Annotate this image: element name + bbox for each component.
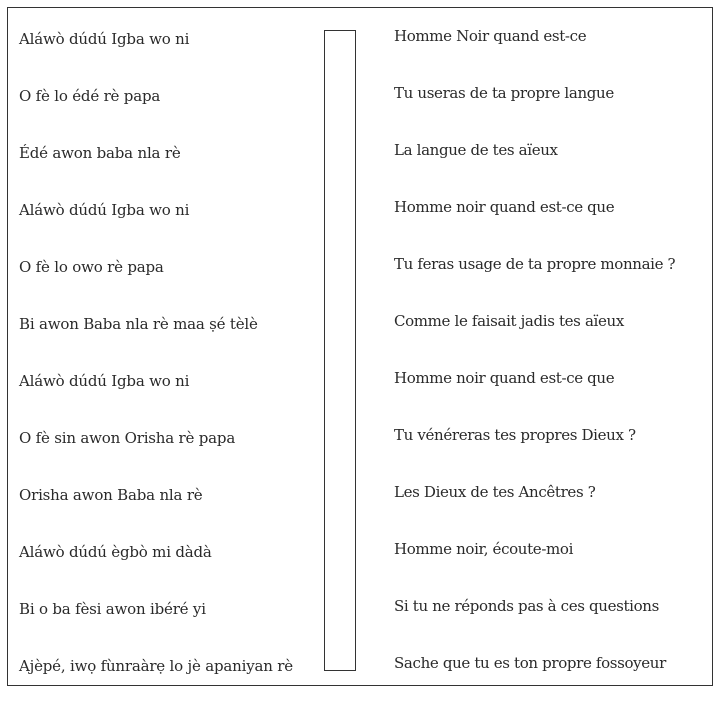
french-line: Tu useras de ta propre langue (394, 84, 614, 102)
french-line: Sache que tu es ton propre fossoyeur (394, 654, 666, 672)
french-line: Comme le faisait jadis tes aïeux (394, 312, 624, 330)
column-divider (324, 30, 356, 671)
french-line: Les Dieux de tes Ancêtres ? (394, 483, 596, 501)
yoruba-line: Édé awon baba nla rè (19, 144, 181, 162)
yoruba-line: Aláwò dúdú Igba wo ni (19, 30, 190, 48)
yoruba-line: O fè sin awon Orisha rè papa (19, 429, 236, 447)
yoruba-line: Aláwò dúdú ègbò mi dàdà (19, 543, 212, 561)
yoruba-line: Aláwò dúdú Igba wo ni (19, 372, 190, 390)
french-line: Tu vénéreras tes propres Dieux ? (394, 426, 636, 444)
yoruba-line: Orisha awon Baba nla rè (19, 486, 203, 504)
yoruba-line: Aláwò dúdú Igba wo ni (19, 201, 190, 219)
yoruba-line: Bi o ba fèsi awon ibéré yi (19, 600, 206, 618)
french-column (394, 25, 710, 709)
french-line: Homme Noir quand est-ce (394, 27, 587, 45)
yoruba-column (19, 28, 319, 712)
french-line: Tu feras usage de ta propre monnaie ? (394, 255, 676, 273)
yoruba-line: O fè lo owo rè papa (19, 258, 164, 276)
yoruba-line: Ajèpé, iwọ fùnraàrẹ lo jè apaniyan rè (19, 657, 293, 675)
yoruba-line: O fè lo édé rè papa (19, 87, 161, 105)
french-line: Si tu ne réponds pas à ces questions (394, 597, 659, 615)
french-line: Homme noir, écoute-moi (394, 540, 574, 558)
french-line: Homme noir quand est-ce que (394, 198, 615, 216)
french-line: La langue de tes aïeux (394, 141, 558, 159)
french-line: Homme noir quand est-ce que (394, 369, 615, 387)
yoruba-line: Bi awon Baba nla rè maa ṣé tèlè (19, 315, 258, 333)
